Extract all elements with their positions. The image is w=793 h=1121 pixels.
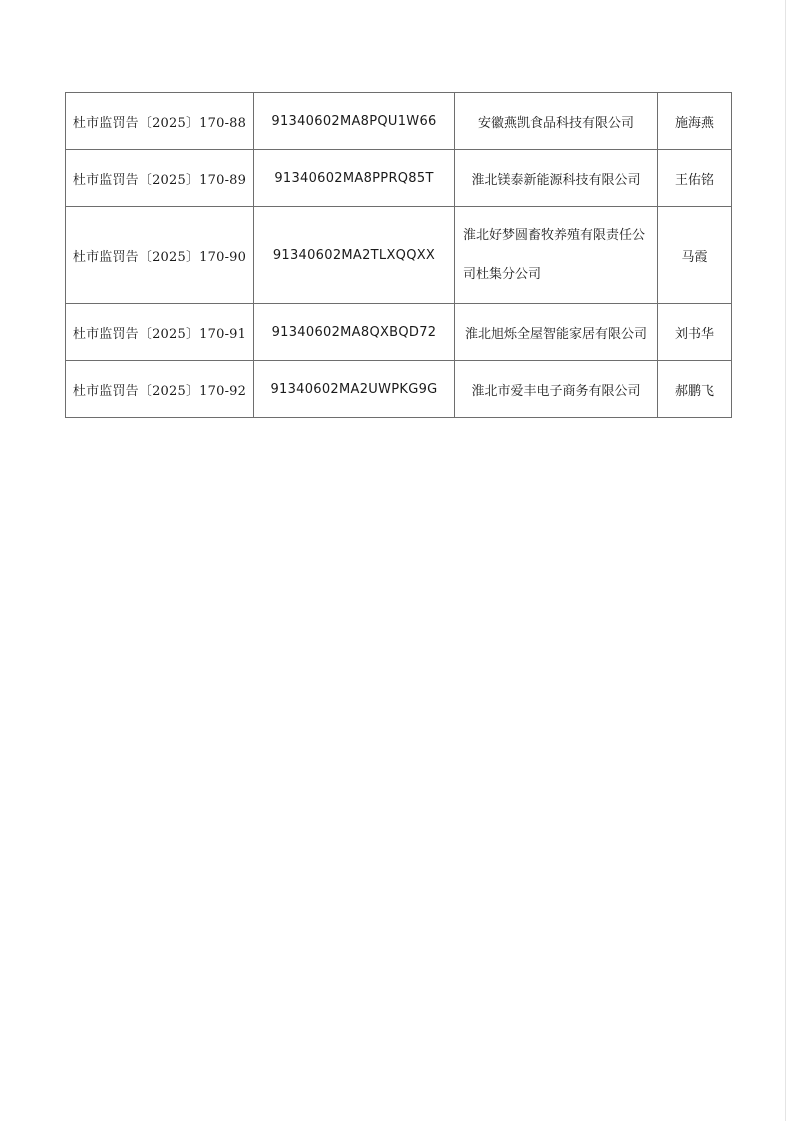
legal-person-cell: 郝鹏飞 <box>658 361 732 418</box>
table-row <box>66 304 732 361</box>
credit-code-cell: 91340602MA8PQU1W66 <box>254 93 455 150</box>
company-name-cell: 淮北市爱丰电子商务有限公司 <box>455 361 658 418</box>
company-name-line-2: 司杜集分公司 <box>463 267 542 282</box>
table-row <box>66 150 732 207</box>
company-name-cell: 安徽燕凯食品科技有限公司 <box>455 93 658 150</box>
credit-code-cell: 91340602MA8QXBQD72 <box>254 304 455 361</box>
company-name-cell <box>455 207 658 304</box>
company-name-line-1: 淮北好梦圆畜牧养殖有限责任公 <box>463 228 646 243</box>
table-row <box>66 93 732 150</box>
company-name-cell: 淮北旭烁全屋智能家居有限公司 <box>455 304 658 361</box>
document-number-cell: 杜市监罚告〔2025〕170-89 <box>66 150 254 207</box>
legal-person-cell: 马霞 <box>658 207 732 304</box>
scan-edge-line <box>785 0 786 1121</box>
credit-code-cell: 91340602MA2TLXQQXX <box>254 207 455 304</box>
penalty-notice-table <box>65 92 732 418</box>
document-number-cell: 杜市监罚告〔2025〕170-90 <box>66 207 254 304</box>
table-row <box>66 207 732 304</box>
company-name-cell: 淮北镁泰新能源科技有限公司 <box>455 150 658 207</box>
credit-code-cell: 91340602MA2UWPKG9G <box>254 361 455 418</box>
legal-person-cell: 施海燕 <box>658 93 732 150</box>
document-number-cell: 杜市监罚告〔2025〕170-91 <box>66 304 254 361</box>
document-number-cell: 杜市监罚告〔2025〕170-88 <box>66 93 254 150</box>
document-number-cell: 杜市监罚告〔2025〕170-92 <box>66 361 254 418</box>
legal-person-cell: 刘书华 <box>658 304 732 361</box>
credit-code-cell: 91340602MA8PPRQ85T <box>254 150 455 207</box>
legal-person-cell: 王佑铭 <box>658 150 732 207</box>
table-row <box>66 361 732 418</box>
